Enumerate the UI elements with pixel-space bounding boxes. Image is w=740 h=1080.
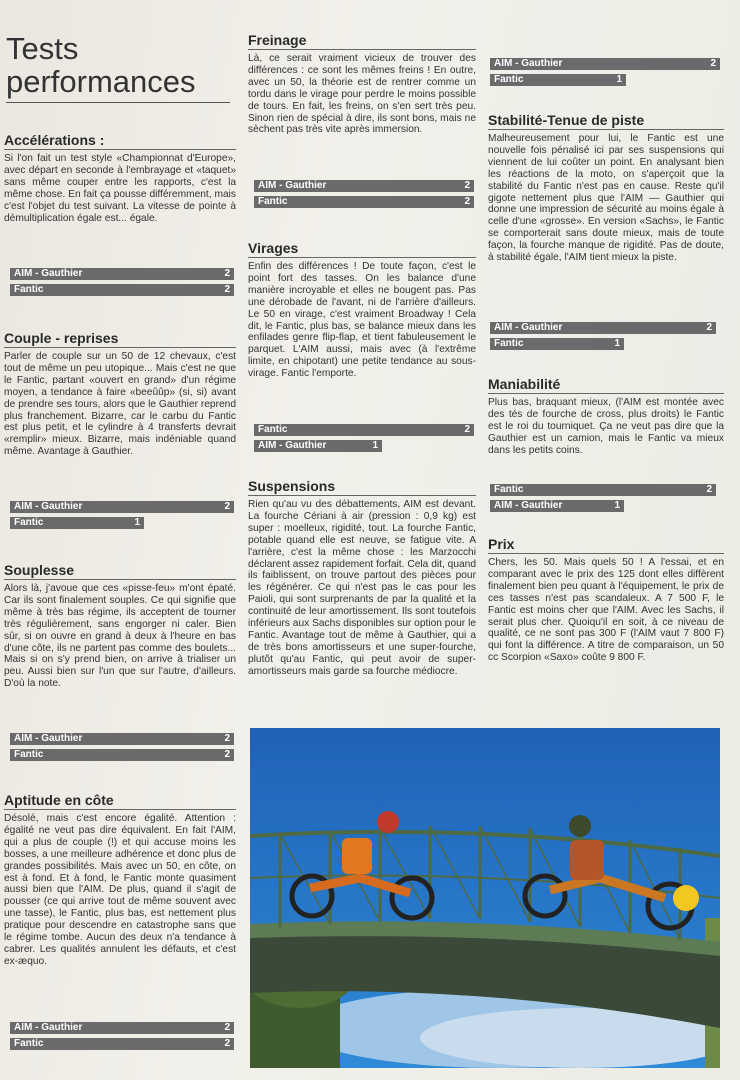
score-label: Fantic xyxy=(494,484,524,495)
score-label: AIM - Gauthier xyxy=(14,501,83,512)
photo-illustration xyxy=(250,728,720,1068)
section-couple xyxy=(4,330,236,458)
section-text: Plus bas, braquant mieux, (l'AIM est montée avec des tés de fourche de cross, plus droits) le Fantic est le roi du tourniquet. Ça ne veut pas dire que la Gauthier est un camion, mais le Fantic va mieux dans les petits coins. xyxy=(488,397,724,456)
score-value: 2 xyxy=(224,268,230,279)
score-bars-freinage xyxy=(254,180,474,212)
section-text: Enfin des différences ! De toute façon, c'est le point fort des tasses. On les balance d'une manière incroyable et elles ne bougent pas. Pas une dérobade de l'avant, ni de l'arrière d'ailleurs. Le 50 en virage, c'est vraiment Broadway ! Cela dit, le Fantic, plus bas, se balance mieux dans les enfilades genre flip-flap, et tient fabuleusement le parquet. L'AIM aussi, mais avec (à l'extrême limite, en chipotant) une petite tendance au sous-virage. Fantic l'emporte. xyxy=(248,261,476,380)
score-value: 2 xyxy=(706,484,712,495)
score-value: 2 xyxy=(464,196,470,207)
section-maniabilite xyxy=(488,376,724,457)
score-label: Fantic xyxy=(14,517,44,528)
score-bar xyxy=(254,424,474,436)
score-value: 2 xyxy=(710,58,716,69)
score-bars-stabilite xyxy=(490,322,716,354)
score-label: Fantic xyxy=(494,74,524,85)
section-freinage xyxy=(248,32,476,136)
score-bar xyxy=(490,484,716,496)
section-aptitude xyxy=(4,792,236,968)
column-left xyxy=(4,0,236,1080)
score-label: AIM - Gauthier xyxy=(258,180,327,191)
section-suspensions xyxy=(248,478,476,678)
score-label: AIM - Gauthier xyxy=(258,440,327,451)
score-value: 2 xyxy=(464,424,470,435)
score-label: AIM - Gauthier xyxy=(14,268,83,279)
score-bars-suspensions xyxy=(490,58,720,90)
score-label: AIM - Gauthier xyxy=(14,733,83,744)
score-label: AIM - Gauthier xyxy=(494,322,563,333)
score-value: 1 xyxy=(614,338,620,349)
score-bars-virages xyxy=(254,424,474,456)
section-text: Là, ce serait vraiment vicieux de trouver des différences : ce sont les mêmes freins ! En outre, avec un 50, la théorie est de rentrer comme un tordu dans le virage pour perdre le moins possible de tours. En fait, les freins, on s'en sert très peu. Sinon rien de spécial à dire, ils sont bons, mais ne sèchent pas très vite après immersion. xyxy=(248,53,476,136)
score-value: 1 xyxy=(616,74,622,85)
score-label: Fantic xyxy=(494,338,524,349)
score-value: 2 xyxy=(464,180,470,191)
section-accelerations xyxy=(4,132,236,224)
score-bar xyxy=(254,180,474,192)
score-value: 1 xyxy=(372,440,378,451)
section-souplesse xyxy=(4,562,236,690)
score-value: 2 xyxy=(224,749,230,760)
score-bars-accelerations xyxy=(10,268,234,300)
score-bar xyxy=(10,501,234,513)
score-value: 2 xyxy=(224,1038,230,1049)
motorcycles-on-bridge-photo xyxy=(250,728,720,1068)
score-value: 1 xyxy=(134,517,140,528)
score-bar xyxy=(490,338,624,350)
score-label: Fantic xyxy=(14,1038,44,1049)
section-text: Rien qu'au vu des débattements, AIM est devant. La fourche Cériani à air (pression : 0,9 kg) est super : moelleux, rigidité, tout. La fourche Fantic, potable quand elle est neuve, se fatigue vite. A l'arrière, c'est la même chose : les Marzocchi déclarent assez rapidement forfait. Cela dit, quand ils faiblissent, on trouve partout des pièces pour les régénérer. Ce qui n'est pas le cas pour les Paioli, qui sont surprenants de par la qualité et la continuité de leur amortissement. Ils sont toutefois inférieurs aux Sachs disponibles sur option pour le Fantic. Avantage tout de même à Gauthier, qui a de très bons amortisseurs et une super-fourche, plutôt qu'au Fantic, qui peut avoir de super-amortisseurs mais garde sa fourche médiocre. xyxy=(248,499,476,677)
section-virages xyxy=(248,240,476,380)
score-bar xyxy=(490,500,624,512)
section-heading: Couple - reprises xyxy=(4,330,236,348)
column-right xyxy=(488,0,724,728)
score-label: Fantic xyxy=(258,196,288,207)
section-heading: Souplesse xyxy=(4,562,236,580)
section-heading: Maniabilité xyxy=(488,376,724,394)
score-value: 2 xyxy=(224,284,230,295)
score-bar xyxy=(10,1038,234,1050)
section-heading: Freinage xyxy=(248,32,476,50)
section-stabilite xyxy=(488,112,724,264)
column-middle xyxy=(248,0,476,728)
score-bar xyxy=(10,749,234,761)
score-bar xyxy=(254,440,382,452)
section-heading: Prix xyxy=(488,536,724,554)
score-label: Fantic xyxy=(258,424,288,435)
page-title: Tests performances xyxy=(6,32,230,103)
section-heading: Accélérations : xyxy=(4,132,236,150)
section-heading: Suspensions xyxy=(248,478,476,496)
score-bars-souplesse xyxy=(10,733,234,765)
score-value: 2 xyxy=(706,322,712,333)
score-bar xyxy=(490,58,720,70)
score-bar xyxy=(10,733,234,745)
score-bar xyxy=(254,196,474,208)
score-label: AIM - Gauthier xyxy=(494,58,563,69)
score-value: 2 xyxy=(224,733,230,744)
score-bars-couple xyxy=(10,501,234,533)
score-bars-maniabilite xyxy=(490,484,716,516)
score-bar xyxy=(10,284,234,296)
score-bar xyxy=(490,322,716,334)
section-text: Alors là, j'avoue que ces «pisse-feu» m'ont épaté. Car ils sont finalement souples. Ce qui signifie que même à très bas régime, ils acceptent de tourner très régulièrement, sans engorger ni caler. Bien sûr, si on ouvre en grand à deux à l'heure en bas d'une côte, ils ne partent pas comme des boulets... Mais si on s'y prend bien, on arrive à trialiser un peu. Aussi bien sur l'un que sur l'autre, d'ailleurs. D'où la note. xyxy=(4,583,236,690)
score-label: Fantic xyxy=(14,284,44,295)
score-label: Fantic xyxy=(14,749,44,760)
section-prix xyxy=(488,536,724,664)
section-heading: Stabilité-Tenue de piste xyxy=(488,112,724,130)
section-heading: Virages xyxy=(248,240,476,258)
score-label: AIM - Gauthier xyxy=(14,1022,83,1033)
score-value: 2 xyxy=(224,1022,230,1033)
score-value: 2 xyxy=(224,501,230,512)
score-bar xyxy=(490,74,626,86)
score-bars-aptitude xyxy=(10,1022,234,1054)
section-text: Parler de couple sur un 50 de 12 chevaux, c'est tout de même un peu utopique... Mais c'est ne que le Fantic, partant «ouvert en grand» d'un régime moyen, a tendance à faire «beeûûp» (si, si) avant de prendre ses tours, alors que le Gauthier reprend plus franchement. Bizarre, car le carbu du Fantic est plus petit, et le cylindre à 4 transferts devrait «remplir» mieux. Bizarre, mais indéniable quand même. Avantage à Gauthier. xyxy=(4,351,236,458)
score-bar xyxy=(10,268,234,280)
section-text: Chers, les 50. Mais quels 50 ! A l'essai, et en comparant avec le prix des 125 dont elles diffèrent finalement bien peu quant à l'équipement, le prix de ces tasses n'est pas scandaleux. A 7 500 F, le Fantic est moins cher que l'AIM. Avec les Sachs, il serait plus cher. Quoiqu'il en soit, à ce niveau de qualité, ce ne sont pas 300 F (l'AIM vaut 7 800 F) qui font la différence. A titre de comparaison, un 50 cc Scorpion «Saxo» coûte 9 800 F. xyxy=(488,557,724,664)
section-text: Si l'on fait un test style «Championnat d'Europe», avec départ en seconde à l'embrayage et «taquet» sans même couper entre les rapports, c'est la même chose. En fait ça pousse différemment, mais c'est l'objet du test suivant. La vitesse de pointe à démultiplication égale est... égale. xyxy=(4,153,236,224)
score-bar xyxy=(10,1022,234,1034)
score-value: 1 xyxy=(614,500,620,511)
score-label: AIM - Gauthier xyxy=(494,500,563,511)
section-text: Malheureusement pour lui, le Fantic est une nouvelle fois pénalisé ici par ses suspensions qui viennent de lui coûter un point. En analysant bien les réactions de la moto, on s'aperçoit que la stabilité du Fantic n'est pas en cause. Reste qu'il gigote nettement plus que l'AIM — Gauthier qui donne une impression de sécurité au moins égale à celle d'une «grosse». En version «Sachs», le Fantic se comporterait sans doute mieux, mais de toute façon, la fourche manque de rigidité. Pas de doute, à stabilité égale, l'AIM tient mieux la piste. xyxy=(488,133,724,264)
section-heading: Aptitude en côte xyxy=(4,792,236,810)
score-bar xyxy=(10,517,144,529)
section-text: Désolé, mais c'est encore égalité. Attention : égalité ne veut pas dire équivalent. En fait l'AIM, qui a plus de couple (!) et qui accuse moins les bosses, a une meilleure adhérence et donc plus de grandes possibilités. Mais avec un 50, en côte, on est à fond. Et à fond, le Fantic monte quasiment aussi bien que l'AIM. De plus, quand il s'agit de pousser (ce qui arrive tout de même souvent avec une tasse), le Fantic, plus bas, est nettement plus pratique pour descendre en catastrophe sans que le régime tombe. Aucun des deux n'a tendance à cabrer. Les qualités annulent les défauts, et c'est ex-æquo. xyxy=(4,813,236,967)
